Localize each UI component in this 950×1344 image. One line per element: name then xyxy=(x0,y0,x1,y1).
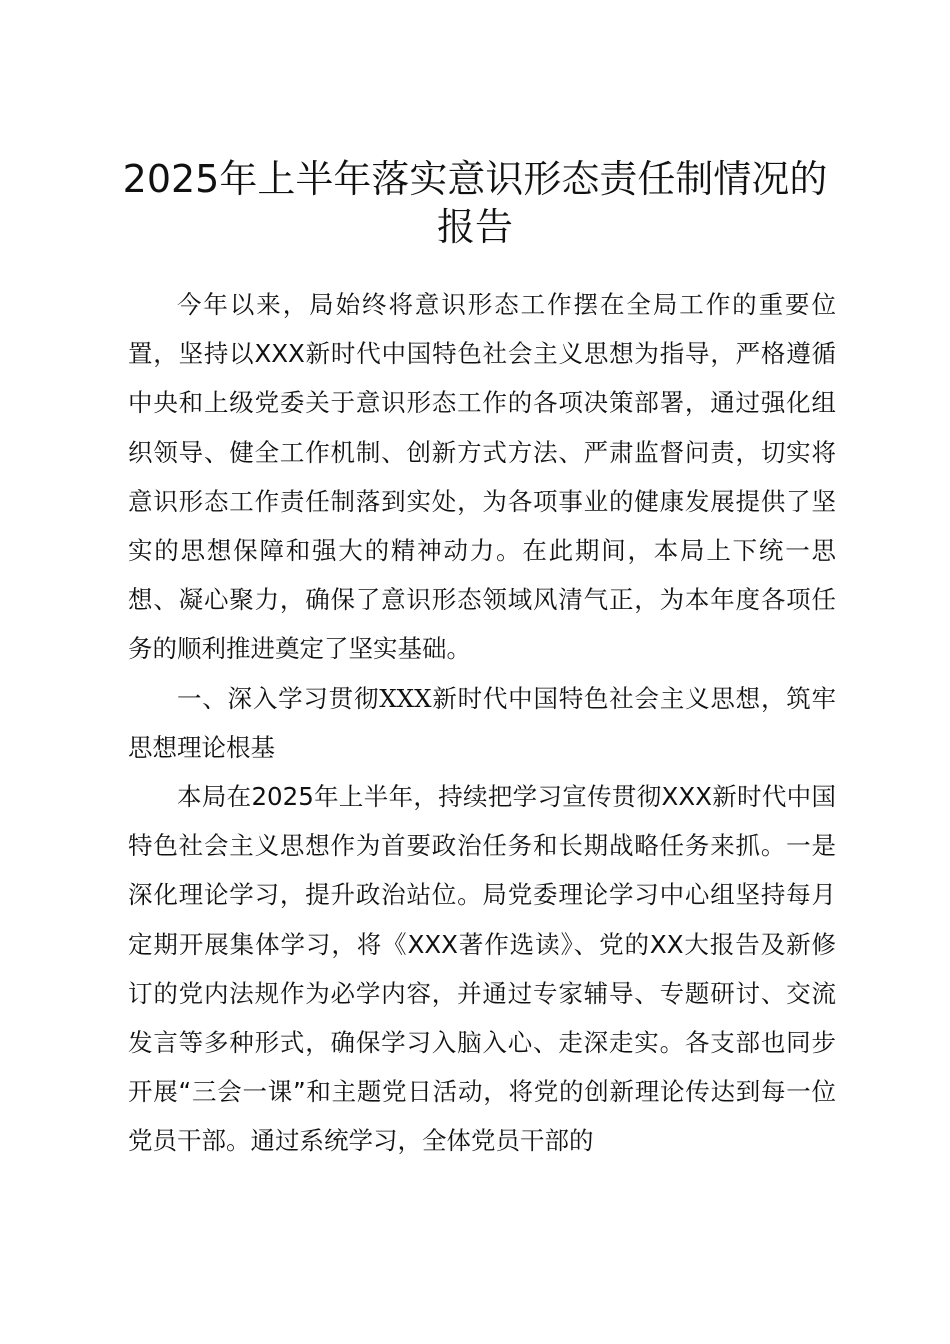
document-title: 2025年上半年落实意识形态责任制情况的报告 xyxy=(122,157,828,249)
document-body xyxy=(128,280,836,1166)
section-heading-1: 一、深入学习贯彻XXX新时代中国特色社会主义思想，筑牢思想理论根基 xyxy=(128,683,836,762)
paragraph-intro: 今年以来，局始终将意识形态工作摆在全局工作的重要位置，坚持以XXX新时代中国特色社会主义思想为指导，严格遵循中央和上级党委关于意识形态工作的各项决策部署，通过强化组织领导、健全工作机制、创新方式方法、严肃监督问责，切实将意识形态工作责任制落到实处，为各项事业的健康发展提供了坚实的思想保障和强大的精神动力。在此期间，本局上下统一思想、凝心聚力，确保了意识形态领域风清气正，为本年度各项任务的顺利推进奠定了坚实基础。 xyxy=(128,290,836,664)
paragraph-section-1: 本局在2025年上半年，持续把学习宣传贯彻XXX新时代中国特色社会主义思想作为首要政治任务和长期战略任务来抓。一是深化理论学习，提升政治站位。局党委理论学习中心组坚持每月定期开展集体学习，将《XXX著作选读》、党的XX大报告及新修订的党内法规作为必学内容，并通过专家辅导、专题研讨、交流发言等多种形式，确保学习入脑入心、走深走实。各支部也同步开展“三会一课”和主题党日活动，将党的创新理论传达到每一位党员干部。通过系统学习，全体党员干部的 xyxy=(128,782,836,1156)
